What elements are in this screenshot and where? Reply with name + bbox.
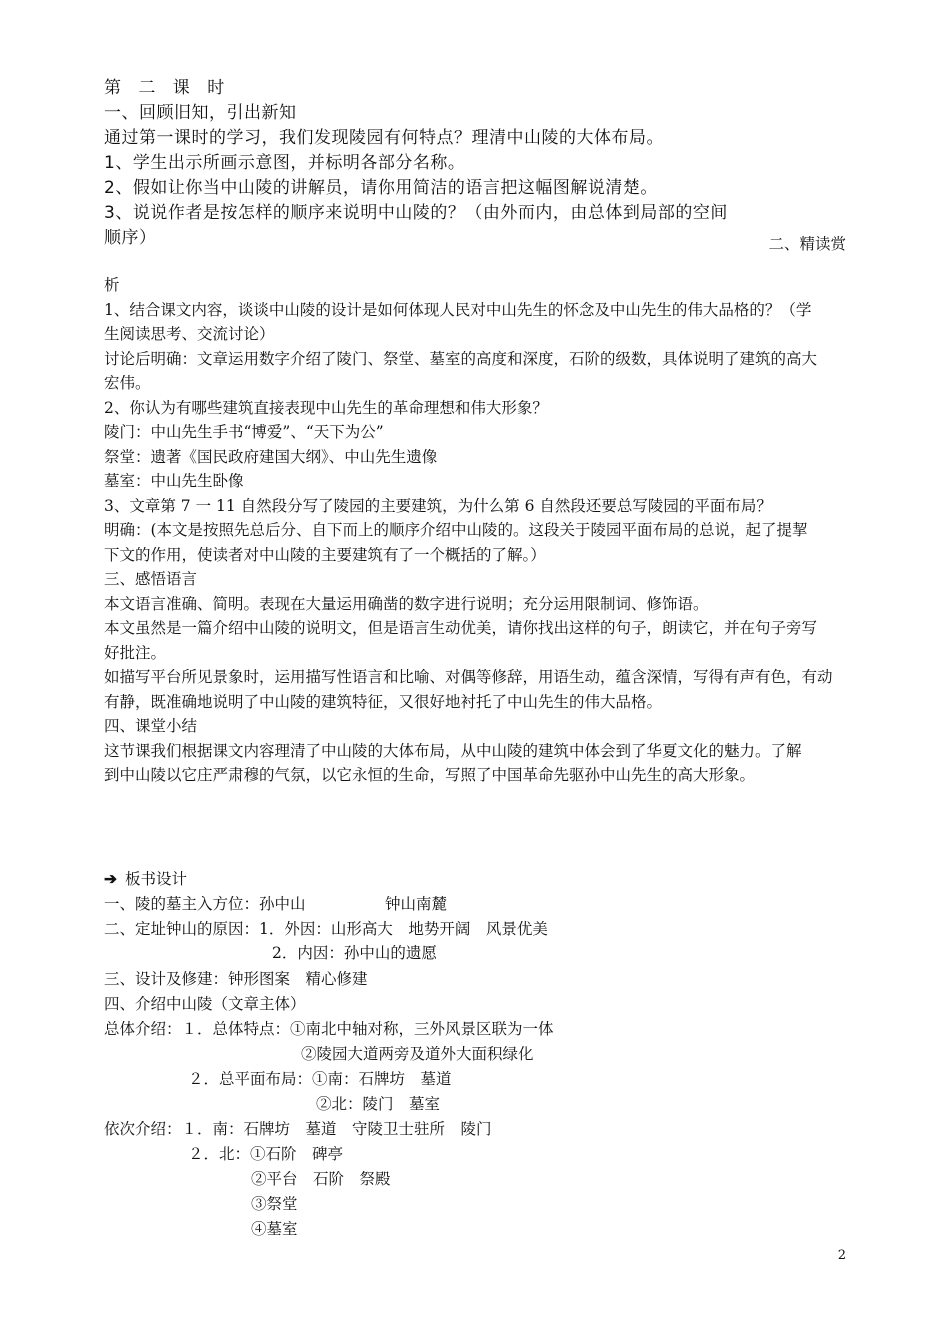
board-row5-cont: ②陵园大道两旁及道外大面积绿化	[301, 1045, 534, 1063]
section1-heading: 一、回顾旧知，引出新知	[104, 103, 297, 123]
section2-a-gate: 陵门：中山先生手书“博爱”、“天下为公”	[104, 423, 384, 441]
board-row6-cont: ②北：陵门 墓室	[316, 1095, 441, 1113]
section2-q3: 3、文章第 7 一 11 自然段分写了陵园的主要建筑，为什么第 6 自然段还要总写陵园的平面布局？	[104, 497, 772, 515]
section2-p2: 讨论后明确：文章运用数字介绍了陵门、祭堂、墓室的高度和深度，石阶的级数，具体说明了建筑的高大	[104, 350, 818, 368]
board-row1-location: 钟山南麓	[385, 895, 448, 913]
section4-heading: 四、课堂小结	[104, 717, 198, 735]
section2-a3-cont: 下文的作用，使读者对中山陵的主要建筑有了一个概括的了解。）	[104, 546, 546, 564]
board-row8-c: ③祭堂	[251, 1195, 298, 1213]
section2-a3: 明确：(本文是按照先总后分、自下而上的顺序介绍中山陵的。这段关于陵园平面布局的总说，起了提挈	[104, 521, 808, 539]
section3-p1: 本文语言准确、简明。表现在大量运用确凿的数字进行说明；充分运用限制词、修饰语。	[104, 595, 709, 613]
section2-heading-part1: 二、精读赏	[768, 235, 846, 253]
section2-p2-cont: 宏伟。	[104, 374, 151, 392]
section1-q3: 3、说说作者是按怎样的顺序来说明中山陵的？（由外而内，由总体到局部的空间	[104, 203, 728, 223]
board-row8-d: ④墓室	[251, 1220, 298, 1238]
section2-a-hall: 祭堂：遗著《国民政府建国大纲》、中山先生遗像	[104, 448, 438, 466]
section3-p3-cont: 有静，既准确地说明了中山陵的建筑特征，又很好地衬托了中山先生的伟大品格。	[104, 693, 663, 711]
section4-p: 这节课我们根据课文内容理清了中山陵的大体布局，从中山陵的建筑中体会到了华夏文化的魅力。了解	[104, 742, 802, 760]
section3-p2-cont: 好批注。	[104, 644, 167, 662]
board-heading-label: 板书设计	[125, 870, 188, 888]
board-row8-b: ②平台 石阶 祭殿	[251, 1170, 391, 1188]
section2-p1: 1、结合课文内容，谈谈中山陵的设计是如何体现人民对中山先生的怀念及中山先生的伟大品格的？（学	[104, 301, 812, 319]
board-row5: 总体介绍：１．总体特点：①南北中轴对称，三外风景区联为一体	[104, 1020, 554, 1038]
section2-a-tomb: 墓室：中山先生卧像	[104, 472, 244, 490]
board-heading	[104, 867, 187, 891]
section4-p-cont: 到中山陵以它庄严肃穆的气氛，以它永恒的生命，写照了中国革命先驱孙中山先生的高大形象。	[104, 766, 756, 784]
section2-q2: 2、你认为有哪些建筑直接表现中山先生的革命理想和伟大形象？	[104, 399, 548, 417]
section2-p1-cont: 生阅读思考、交流讨论）	[104, 325, 275, 343]
board-row6: ２．总平面布局：①南：石牌坊 墓道	[188, 1070, 452, 1088]
section3-p3: 如描写平台所见景象时，运用描写性语言和比喻、对偶等修辞，用语生动，蕴含深情，写得有声有色，有动	[104, 668, 833, 686]
section1-q2: 2、假如让你当中山陵的讲解员，请你用简洁的语言把这幅图解说清楚。	[104, 178, 658, 198]
board-row4: 四、介绍中山陵（文章主体）	[104, 995, 306, 1013]
section1-q1: 1、学生出示所画示意图，并标明各部分名称。	[104, 153, 466, 173]
section1-intro: 通过第一课时的学习，我们发现陵园有何特点？理清中山陵的大体布局。	[104, 128, 664, 148]
board-row7: 依次介绍：１．南：石牌坊 墓道 守陵卫士驻所 陵门	[104, 1120, 492, 1138]
board-row3: 三、设计及修建：钟形图案 精心修建	[104, 970, 368, 988]
section1-q3-cont: 顺序）	[104, 228, 157, 248]
section3-p2: 本文虽然是一篇介绍中山陵的说明文，但是语言生动优美，请你找出这样的句子，朗读它，并在句子旁写	[104, 619, 818, 637]
lesson-title: 第 二 课 时	[104, 78, 231, 98]
board-row1: 一、陵的墓主入方位：孙中山	[104, 895, 306, 913]
section2-heading-part2: 析	[104, 276, 120, 294]
board-row2: 二、定址钟山的原因：1．外因：山形高大 地势开阔 风景优美	[104, 920, 548, 938]
page-number: 2	[837, 1248, 846, 1263]
arrow-icon: ➔	[104, 869, 117, 888]
section3-heading: 三、感悟语言	[104, 570, 198, 588]
board-row2-inner: 2．内因：孙中山的遗愿	[272, 944, 437, 962]
board-row8: ２．北：①石阶 碑亭	[188, 1145, 344, 1163]
